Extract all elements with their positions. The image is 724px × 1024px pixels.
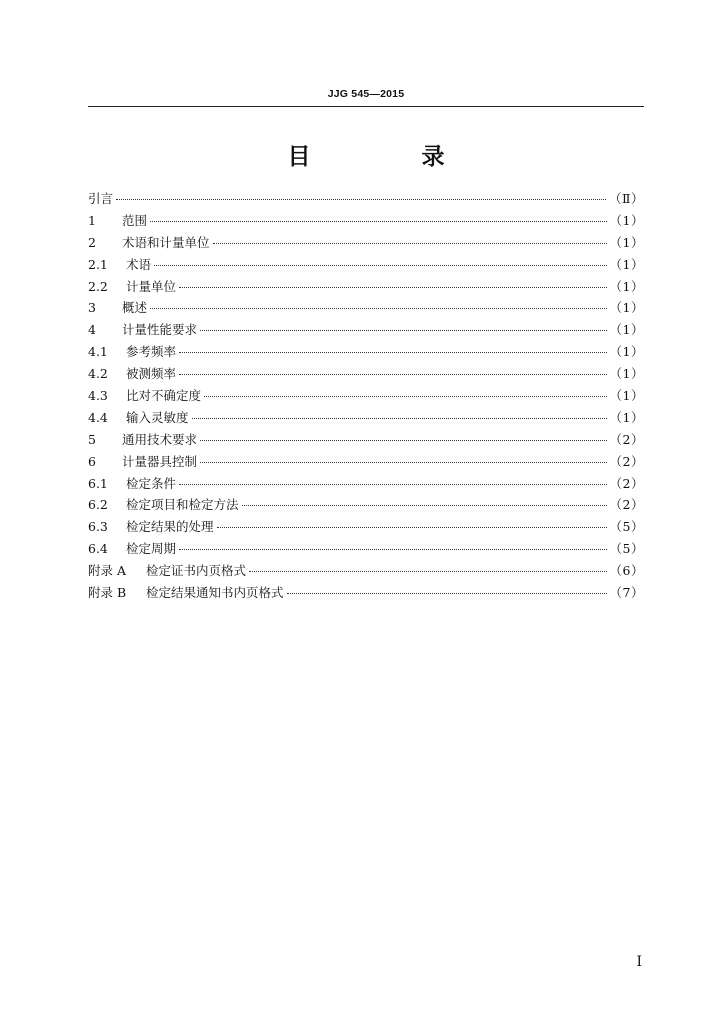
toc-dot-leader	[179, 286, 607, 288]
page-number: I	[636, 954, 642, 970]
toc-entry-appendix-a[interactable]	[88, 561, 644, 583]
toc-entry-title: 引言	[88, 191, 114, 206]
toc-entry-foreword[interactable]	[88, 189, 644, 211]
toc-entry-title: 计量性能要求	[122, 322, 198, 338]
toc-entry-page: （2）	[609, 431, 644, 447]
toc-entry-page: （1）	[609, 322, 644, 338]
toc-entry-title: 输入灵敏度	[126, 409, 189, 425]
toc-entry-page: （5）	[609, 519, 644, 535]
toc-entry-appendix-b[interactable]	[88, 583, 644, 605]
table-of-contents	[88, 189, 644, 605]
document-header-code: JJG 545—2015	[327, 88, 405, 100]
toc-entry-title: 范围	[122, 212, 148, 228]
toc-entry-title: 检定项目和检定方法	[126, 497, 239, 513]
toc-dot-leader	[213, 242, 607, 244]
toc-entry-title: 被测频率	[126, 366, 177, 382]
toc-dot-leader	[217, 526, 607, 528]
toc-dot-leader	[192, 417, 607, 419]
toc-entry-page: （1）	[609, 366, 644, 382]
toc-entry-page: （2）	[609, 497, 644, 513]
toc-entry-number: 6	[88, 453, 96, 469]
toc-entry-title: 概述	[122, 300, 148, 316]
toc-entry-page: （1）	[609, 409, 644, 425]
toc-dot-leader	[200, 329, 607, 331]
toc-entry-page: （1）	[609, 278, 644, 294]
toc-entry-number: 5	[88, 431, 96, 447]
toc-entry-title: 检定条件	[126, 475, 177, 491]
toc-entry-number: 3	[88, 300, 96, 316]
page-title: 目 录	[287, 144, 489, 170]
toc-entry-page: （1）	[609, 234, 644, 250]
toc-entry-2-1[interactable]	[88, 255, 644, 277]
toc-dot-leader	[179, 483, 607, 485]
toc-entry-title: 术语	[126, 256, 152, 272]
toc-entry-4-3[interactable]	[88, 386, 644, 408]
toc-entry-5[interactable]	[88, 430, 644, 452]
toc-entry-title: 参考频率	[126, 344, 177, 360]
toc-entry-4-4[interactable]	[88, 408, 644, 430]
toc-dot-leader	[179, 373, 607, 375]
toc-dot-leader	[204, 395, 607, 397]
toc-entry-6[interactable]	[88, 452, 644, 474]
toc-entry-number: 4	[88, 322, 96, 338]
toc-entry-page: （1）	[609, 256, 644, 272]
toc-entry-page: （7）	[609, 585, 644, 601]
toc-dot-leader	[150, 307, 607, 309]
toc-entry-2[interactable]	[88, 233, 644, 255]
toc-dot-leader	[242, 504, 607, 506]
toc-dot-leader	[179, 548, 607, 550]
toc-entry-2-2[interactable]	[88, 277, 644, 299]
toc-entry-number: 附录 A	[88, 563, 127, 579]
toc-entry-page: （1）	[609, 300, 644, 316]
toc-entry-title: 通用技术要求	[122, 431, 198, 447]
toc-entry-number: 4.2	[88, 366, 108, 382]
toc-entry-number: 4.3	[88, 388, 108, 404]
toc-entry-title: 比对不确定度	[126, 388, 202, 404]
toc-entry-number: 6.2	[88, 497, 108, 513]
toc-entry-number: 6.4	[88, 541, 108, 557]
toc-entry-number: 4.1	[88, 344, 108, 360]
toc-entry-number: 2	[88, 234, 96, 250]
toc-entry-title: 术语和计量单位	[122, 234, 210, 250]
toc-entry-number: 2.2	[88, 278, 108, 294]
toc-entry-number: 附录 B	[88, 585, 127, 601]
toc-dot-leader	[200, 439, 607, 441]
toc-entry-number: 2.1	[88, 256, 108, 272]
toc-entry-number: 6.1	[88, 475, 108, 491]
toc-entry-page: （5）	[609, 541, 644, 557]
toc-entry-3[interactable]	[88, 298, 644, 320]
header-rule	[88, 106, 644, 107]
toc-entry-title: 检定结果的处理	[126, 519, 214, 535]
toc-dot-leader	[249, 570, 607, 572]
toc-entry-title: 计量单位	[126, 278, 177, 294]
toc-dot-leader	[200, 461, 607, 463]
toc-entry-number: 1	[88, 212, 96, 228]
toc-entry-page: （1）	[609, 344, 644, 360]
toc-entry-6-2[interactable]	[88, 495, 644, 517]
toc-entry-title: 检定结果通知书内页格式	[146, 585, 284, 601]
toc-entry-6-4[interactable]	[88, 539, 644, 561]
toc-dot-leader	[287, 592, 607, 594]
toc-entry-page: （2）	[609, 453, 644, 469]
toc-entry-title: 检定周期	[126, 541, 177, 557]
toc-entry-4-1[interactable]	[88, 342, 644, 364]
toc-entry-title: 计量器具控制	[122, 453, 198, 469]
toc-entry-page: （6）	[609, 563, 644, 579]
toc-entry-6-1[interactable]	[88, 474, 644, 496]
toc-entry-page: （2）	[609, 475, 644, 491]
toc-entry-page: （1）	[609, 388, 644, 404]
toc-entry-6-3[interactable]	[88, 517, 644, 539]
toc-entry-4[interactable]	[88, 320, 644, 342]
toc-dot-leader	[154, 264, 607, 266]
toc-entry-page: （Ⅱ）	[609, 191, 644, 206]
toc-entry-number: 4.4	[88, 409, 108, 425]
toc-dot-leader	[179, 351, 607, 353]
toc-entry-4-2[interactable]	[88, 364, 644, 386]
toc-dot-leader	[116, 198, 606, 200]
toc-dot-leader	[150, 220, 607, 222]
toc-entry-page: （1）	[609, 212, 644, 228]
toc-entry-1[interactable]	[88, 211, 644, 233]
toc-entry-number: 6.3	[88, 519, 108, 535]
toc-entry-title: 检定证书内页格式	[146, 563, 247, 579]
